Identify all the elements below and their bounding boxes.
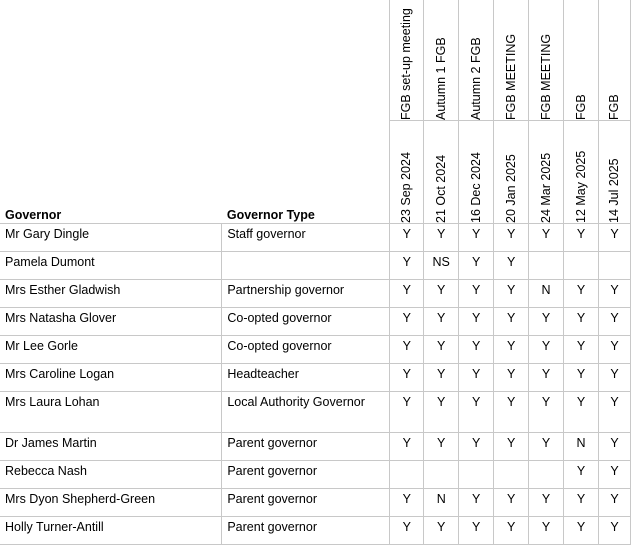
governor-name: Mrs Caroline Logan — [0, 364, 222, 392]
attendance-cell: Y — [599, 336, 631, 364]
attendance-cell: Y — [390, 433, 424, 461]
attendance-cell: Y — [390, 517, 424, 545]
attendance-cell: Y — [390, 489, 424, 517]
attendance-cell: Y — [424, 308, 459, 336]
attendance-cell: Y — [599, 308, 631, 336]
governor-type: Parent governor — [222, 517, 390, 545]
governor-type: Headteacher — [222, 364, 390, 392]
attendance-cell — [390, 461, 424, 489]
meeting-date: 16 Dec 2024 — [468, 152, 483, 223]
meeting-date-cell — [529, 121, 564, 224]
attendance-cell: Y — [529, 517, 564, 545]
attendance-cell: Y — [599, 433, 631, 461]
meeting-title-cell — [564, 0, 599, 121]
attendance-cell: Y — [599, 392, 631, 433]
meeting-title-cell — [529, 0, 564, 121]
meeting-title: Autumn 1 FGB — [433, 37, 448, 120]
attendance-cell: Y — [599, 489, 631, 517]
meeting-title: FGB — [573, 94, 588, 120]
attendance-cell: Y — [564, 364, 599, 392]
attendance-cell: Y — [459, 364, 494, 392]
attendance-cell: Y — [529, 336, 564, 364]
header-row — [0, 121, 631, 224]
attendance-cell: Y — [424, 224, 459, 252]
governor-type: Parent governor — [222, 489, 390, 517]
governor-row — [0, 224, 631, 252]
meeting-title: Autumn 2 FGB — [468, 37, 483, 120]
attendance-cell: Y — [424, 336, 459, 364]
governor-row — [0, 252, 631, 280]
attendance-cell: Y — [459, 308, 494, 336]
meeting-title: FGB set-up meeting — [399, 8, 414, 120]
meeting-date: 23 Sep 2024 — [399, 152, 414, 223]
attendance-cell: Y — [599, 461, 631, 489]
meeting-title-row — [0, 0, 631, 121]
attendance-cell: Y — [529, 433, 564, 461]
attendance-cell: Y — [424, 433, 459, 461]
attendance-cell: Y — [494, 336, 529, 364]
attendance-cell: Y — [390, 364, 424, 392]
attendance-cell: Y — [494, 433, 529, 461]
attendance-cell: Y — [564, 392, 599, 433]
attendance-cell: Y — [529, 392, 564, 433]
meeting-date: 20 Jan 2025 — [503, 154, 518, 223]
governor-name: Mrs Esther Gladwish — [0, 280, 222, 308]
attendance-cell: Y — [424, 517, 459, 545]
attendance-cell: Y — [390, 336, 424, 364]
meeting-date-cell — [599, 121, 631, 224]
attendance-cell: Y — [390, 392, 424, 433]
attendance-cell: N — [529, 280, 564, 308]
attendance-cell: Y — [390, 308, 424, 336]
attendance-cell: Y — [494, 308, 529, 336]
attendance-cell: Y — [564, 280, 599, 308]
attendance-cell: Y — [459, 392, 494, 433]
governor-column-header: Governor — [5, 208, 62, 222]
governor-name: Mrs Dyon Shepherd-Green — [0, 489, 222, 517]
attendance-cell: Y — [390, 280, 424, 308]
governor-name: Mrs Laura Lohan — [0, 392, 222, 433]
attendance-cell: Y — [494, 224, 529, 252]
attendance-cell: Y — [564, 489, 599, 517]
meeting-date-cell — [390, 121, 424, 224]
meeting-title-cell — [599, 0, 631, 121]
governor-row — [0, 392, 631, 433]
attendance-cell — [424, 461, 459, 489]
meeting-title-cell — [494, 0, 529, 121]
governor-row — [0, 280, 631, 308]
governor-type: Staff governor — [222, 224, 390, 252]
attendance-cell: Y — [599, 224, 631, 252]
governor-row — [0, 336, 631, 364]
meeting-date-cell — [564, 121, 599, 224]
governor-row — [0, 489, 631, 517]
governor-row — [0, 308, 631, 336]
governor-type: Partnership governor — [222, 280, 390, 308]
attendance-cell — [529, 252, 564, 280]
meeting-title-cell — [390, 0, 424, 121]
attendance-cell: Y — [424, 392, 459, 433]
attendance-cell: Y — [599, 280, 631, 308]
meeting-date: 12 May 2025 — [573, 150, 588, 223]
meeting-date-cell — [459, 121, 494, 224]
meeting-title-cell — [459, 0, 494, 121]
attendance-cell: Y — [529, 364, 564, 392]
meeting-date-cell — [424, 121, 459, 224]
attendance-cell: Y — [390, 252, 424, 280]
attendance-cell: Y — [494, 517, 529, 545]
attendance-cell: N — [564, 433, 599, 461]
attendance-cell — [459, 461, 494, 489]
meeting-date: 24 Mar 2025 — [538, 152, 553, 223]
attendance-cell: Y — [424, 364, 459, 392]
governor-row — [0, 517, 631, 545]
attendance-cell: Y — [564, 308, 599, 336]
meeting-date: 21 Oct 2024 — [433, 154, 448, 223]
meeting-title: FGB MEETING — [503, 33, 518, 120]
attendance-cell: Y — [564, 336, 599, 364]
meeting-date-cell — [494, 121, 529, 224]
attendance-cell: Y — [494, 364, 529, 392]
governor-type: Co-opted governor — [222, 336, 390, 364]
meeting-title-cell — [424, 0, 459, 121]
governor-name: Holly Turner-Antill — [0, 517, 222, 545]
governor-row — [0, 364, 631, 392]
attendance-cell: Y — [459, 280, 494, 308]
governor-name: Dr James Martin — [0, 433, 222, 461]
attendance-cell — [494, 461, 529, 489]
attendance-cell: Y — [564, 224, 599, 252]
governor-type: Local Authority Governor — [222, 392, 390, 433]
attendance-cell: Y — [459, 517, 494, 545]
attendance-cell: Y — [564, 517, 599, 545]
attendance-cell: Y — [459, 336, 494, 364]
attendance-cell — [564, 252, 599, 280]
attendance-cell: Y — [459, 433, 494, 461]
meeting-title: FGB — [607, 94, 621, 120]
attendance-cell: Y — [459, 224, 494, 252]
governor-type: Parent governor — [222, 461, 390, 489]
governor-type: Parent governor — [222, 433, 390, 461]
attendance-cell: Y — [529, 489, 564, 517]
attendance-cell — [529, 461, 564, 489]
attendance-cell: N — [424, 489, 459, 517]
attendance-cell: Y — [459, 252, 494, 280]
attendance-cell: Y — [494, 252, 529, 280]
governor-row — [0, 433, 631, 461]
attendance-cell: Y — [529, 308, 564, 336]
attendance-cell: Y — [599, 517, 631, 545]
governor-name: Mr Lee Gorle — [0, 336, 222, 364]
governor-name: Pamela Dumont — [0, 252, 222, 280]
attendance-cell: Y — [494, 280, 529, 308]
attendance-cell: Y — [494, 489, 529, 517]
blank-header-cell — [222, 0, 390, 121]
governor-name: Rebecca Nash — [0, 461, 222, 489]
attendance-cell: Y — [564, 461, 599, 489]
attendance-cell — [599, 252, 631, 280]
governor-name: Mr Gary Dingle — [0, 224, 222, 252]
governor-type — [222, 252, 390, 280]
attendance-cell: Y — [599, 364, 631, 392]
attendance-cell: Y — [459, 489, 494, 517]
attendance-cell: Y — [424, 280, 459, 308]
blank-header-cell — [0, 0, 222, 121]
attendance-cell: Y — [494, 392, 529, 433]
governor-type-column-header: Governor Type — [226, 208, 315, 222]
attendance-cell: NS — [424, 252, 459, 280]
meeting-title: FGB MEETING — [538, 33, 553, 120]
governor-name: Mrs Natasha Glover — [0, 308, 222, 336]
meeting-date: 14 Jul 2025 — [607, 158, 621, 223]
governor-type: Co-opted governor — [222, 308, 390, 336]
attendance-cell: Y — [390, 224, 424, 252]
attendance-cell: Y — [529, 224, 564, 252]
governor-row — [0, 461, 631, 489]
